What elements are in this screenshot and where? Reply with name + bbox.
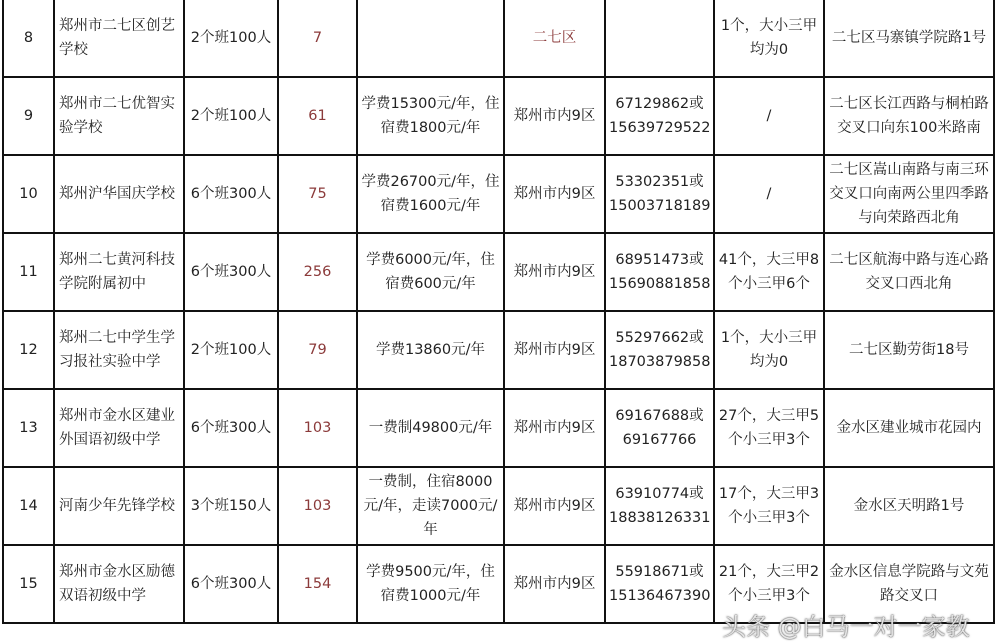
tuition-fee: 学费26700元/年，住宿费1600元/年	[357, 155, 504, 233]
contact-phone: 55918671或15136467390	[605, 545, 714, 623]
applicant-count: 61	[278, 77, 357, 155]
quota-spots: 41个，大三甲8个小三甲6个	[714, 233, 824, 311]
row-number: 9	[3, 77, 54, 155]
contact-phone: 67129862或15639729522	[605, 77, 714, 155]
school-name: 河南少年先锋学校	[54, 467, 184, 545]
tuition-fee: 学费9500元/年，住宿费1000元/年	[357, 545, 504, 623]
class-size: 6个班300人	[184, 545, 278, 623]
tuition-fee	[357, 0, 504, 77]
enrollment-region: 郑州市内9区	[504, 233, 605, 311]
school-address: 二七区航海中路与连心路交叉口西北角	[824, 233, 994, 311]
tuition-fee: 学费15300元/年，住宿费1800元/年	[357, 77, 504, 155]
row-number: 13	[3, 389, 54, 467]
tuition-fee: 学费13860元/年	[357, 311, 504, 389]
quota-spots: /	[714, 77, 824, 155]
quota-spots: 17个，大三甲3个小三甲3个	[714, 467, 824, 545]
table-row	[3, 155, 994, 233]
applicant-count: 103	[278, 389, 357, 467]
school-name: 郑州沪华国庆学校	[54, 155, 184, 233]
row-number: 8	[3, 0, 54, 77]
school-name: 郑州二七黄河科技学院附属初中	[54, 233, 184, 311]
applicant-count: 256	[278, 233, 357, 311]
tuition-fee: 一费制，住宿8000元/年，走读7000元/年	[357, 467, 504, 545]
watermark: 头条 @白马一对一家教	[722, 613, 970, 641]
school-name: 郑州市二七优智实验学校	[54, 77, 184, 155]
applicant-count: 7	[278, 0, 357, 77]
applicant-count: 79	[278, 311, 357, 389]
enrollment-region: 郑州市内9区	[504, 77, 605, 155]
table-row	[3, 233, 994, 311]
table-row	[3, 389, 994, 467]
enrollment-region: 郑州市内9区	[504, 311, 605, 389]
class-size: 6个班300人	[184, 233, 278, 311]
school-address: 金水区建业城市花园内	[824, 389, 994, 467]
class-size: 2个班100人	[184, 0, 278, 77]
enrollment-region: 二七区	[504, 0, 605, 77]
row-number: 14	[3, 467, 54, 545]
row-number: 11	[3, 233, 54, 311]
row-number: 10	[3, 155, 54, 233]
school-address: 二七区马寨镇学院路1号	[824, 0, 994, 77]
applicant-count: 103	[278, 467, 357, 545]
enrollment-region: 郑州市内9区	[504, 545, 605, 623]
table-row	[3, 311, 994, 389]
quota-spots: 27个，大三甲5个小三甲3个	[714, 389, 824, 467]
enrollment-region: 郑州市内9区	[504, 155, 605, 233]
quota-spots: /	[714, 155, 824, 233]
applicant-count: 154	[278, 545, 357, 623]
contact-phone: 53302351或15003718189	[605, 155, 714, 233]
applicant-count: 75	[278, 155, 357, 233]
class-size: 6个班300人	[184, 389, 278, 467]
quota-spots: 21个，大三甲2个小三甲3个	[714, 545, 824, 623]
contact-phone: 55297662或18703879858	[605, 311, 714, 389]
school-address: 金水区天明路1号	[824, 467, 994, 545]
school-address: 二七区勤劳街18号	[824, 311, 994, 389]
enrollment-region: 郑州市内9区	[504, 389, 605, 467]
school-address: 金水区信息学院路与文苑路交叉口	[824, 545, 994, 623]
table-row	[3, 77, 994, 155]
quota-spots: 1个，大小三甲均为0	[714, 0, 824, 77]
school-address: 二七区嵩山南路与南三环交叉口向南两公里四季路与向荣路西北角	[824, 155, 994, 233]
class-size: 2个班100人	[184, 77, 278, 155]
tuition-fee: 一费制49800元/年	[357, 389, 504, 467]
contact-phone: 69167688或69167766	[605, 389, 714, 467]
school-name: 郑州市金水区建业外国语初级中学	[54, 389, 184, 467]
row-number: 15	[3, 545, 54, 623]
tuition-fee: 学费6000元/年，住宿费600元/年	[357, 233, 504, 311]
school-name: 郑州二七中学生学习报社实验中学	[54, 311, 184, 389]
contact-phone: 63910774或18838126331	[605, 467, 714, 545]
class-size: 6个班300人	[184, 155, 278, 233]
row-number: 12	[3, 311, 54, 389]
quota-spots: 1个，大小三甲均为0	[714, 311, 824, 389]
school-table	[2, 0, 995, 624]
class-size: 3个班150人	[184, 467, 278, 545]
contact-phone: 68951473或15690881858	[605, 233, 714, 311]
contact-phone	[605, 0, 714, 77]
table-row	[3, 0, 994, 77]
school-address: 二七区长江西路与桐柏路交叉口向东100米路南	[824, 77, 994, 155]
school-name: 郑州市金水区励德双语初级中学	[54, 545, 184, 623]
class-size: 2个班100人	[184, 311, 278, 389]
school-name: 郑州市二七区创艺学校	[54, 0, 184, 77]
enrollment-region: 郑州市内9区	[504, 467, 605, 545]
table-row	[3, 467, 994, 545]
